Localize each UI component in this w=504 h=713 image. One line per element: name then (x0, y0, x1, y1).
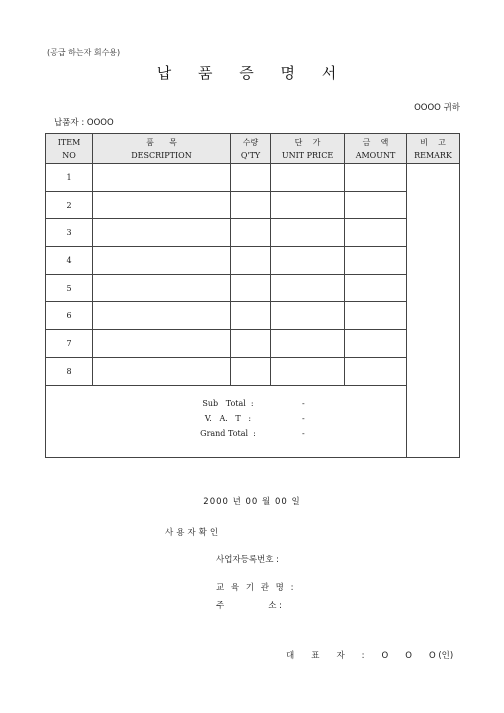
item-number: 1 (46, 164, 93, 192)
rep-char: 자 (336, 651, 345, 661)
item-number: 4 (46, 247, 93, 275)
amount-cell[interactable] (345, 191, 407, 219)
table-row (46, 274, 460, 302)
totals-row (46, 385, 460, 457)
amount-cell[interactable] (345, 164, 407, 192)
item-number: 3 (46, 219, 93, 247)
table-row (46, 164, 460, 192)
table-row (46, 357, 460, 385)
description-cell[interactable] (93, 219, 231, 247)
col-header-remark: 비 고 REMARK (407, 134, 460, 164)
subtotal-value[interactable]: - (302, 398, 305, 408)
item-number: 7 (46, 330, 93, 358)
amount-cell[interactable] (345, 247, 407, 275)
quantity-cell[interactable] (231, 191, 271, 219)
item-number: 6 (46, 302, 93, 330)
col-header-description: 품 목 DESCRIPTION (93, 134, 231, 164)
col-header-quantity: 수량 Q'TY (231, 134, 271, 164)
unit-price-cell[interactable] (271, 330, 345, 358)
quantity-cell[interactable] (231, 164, 271, 192)
grand-total-value[interactable]: - (302, 428, 305, 438)
quantity-cell[interactable] (231, 247, 271, 275)
vat-label: V. A. T : (204, 413, 252, 423)
address-field[interactable] (216, 599, 282, 611)
unit-price-cell[interactable] (271, 164, 345, 192)
quantity-cell[interactable] (231, 274, 271, 302)
deliverer: 납품자 : OOOO (54, 118, 114, 128)
table-row (46, 219, 460, 247)
item-number: 8 (46, 357, 93, 385)
business-registration-field[interactable]: 사업자등록번호 : (216, 555, 280, 565)
col-header-amount: 금 액 AMOUNT (345, 134, 407, 164)
table-row (46, 302, 460, 330)
unit-price-cell[interactable] (271, 357, 345, 385)
description-cell[interactable] (93, 191, 231, 219)
issue-date: 2000 년 00 월 00 일 (203, 497, 301, 507)
amount-cell[interactable] (345, 274, 407, 302)
amount-cell[interactable] (345, 302, 407, 330)
description-cell[interactable] (93, 302, 231, 330)
quantity-cell[interactable] (231, 357, 271, 385)
table-row (46, 330, 460, 358)
quantity-cell[interactable] (231, 302, 271, 330)
subtotal-label: Sub Total : (202, 398, 254, 408)
table-row (46, 247, 460, 275)
description-cell[interactable] (93, 247, 231, 275)
description-cell[interactable] (93, 274, 231, 302)
representative-line[interactable] (286, 649, 470, 661)
item-number: 2 (46, 191, 93, 219)
grand-total-label: Grand Total : (200, 428, 256, 438)
table-header-row (46, 134, 460, 164)
col-header-unit-price: 단 가 UNIT PRICE (271, 134, 345, 164)
institution-name-field[interactable]: 교 육 기 관 명 : (216, 583, 296, 593)
quantity-cell[interactable] (231, 219, 271, 247)
description-cell[interactable] (93, 330, 231, 358)
rep-char: 표 (311, 651, 320, 661)
recipient: OOOO 귀하 (414, 103, 460, 113)
table-row (46, 191, 460, 219)
amount-cell[interactable] (345, 357, 407, 385)
user-confirmation-heading: 사용자확인 (165, 528, 222, 538)
totals-cell (46, 385, 407, 457)
description-cell[interactable] (93, 164, 231, 192)
vat-value[interactable]: - (302, 413, 305, 423)
subtotal-line (148, 399, 308, 408)
description-cell[interactable] (93, 357, 231, 385)
grand-total-line (148, 429, 308, 438)
unit-price-cell[interactable] (271, 191, 345, 219)
amount-cell[interactable] (345, 330, 407, 358)
vat-line (148, 414, 308, 423)
item-number: 5 (46, 274, 93, 302)
rep-char: 대 (286, 651, 295, 661)
rep-seal: O (인) (428, 651, 454, 661)
rep-name-char: O (405, 651, 412, 661)
delivery-items-table (45, 133, 460, 458)
document-title: 납 품 증 명 서 (156, 64, 348, 82)
unit-price-cell[interactable] (271, 247, 345, 275)
rep-colon: : (361, 651, 365, 661)
remark-cell[interactable] (407, 164, 460, 458)
unit-price-cell[interactable] (271, 302, 345, 330)
rep-name-char: O (381, 651, 389, 661)
address-label-right: 소 : (268, 601, 282, 611)
address-label-left: 주 (216, 601, 225, 611)
amount-cell[interactable] (345, 219, 407, 247)
copy-note: (공급 하는자 회수용) (47, 48, 121, 57)
col-header-item-no: ITEM NO (46, 134, 93, 164)
unit-price-cell[interactable] (271, 274, 345, 302)
unit-price-cell[interactable] (271, 219, 345, 247)
quantity-cell[interactable] (231, 330, 271, 358)
